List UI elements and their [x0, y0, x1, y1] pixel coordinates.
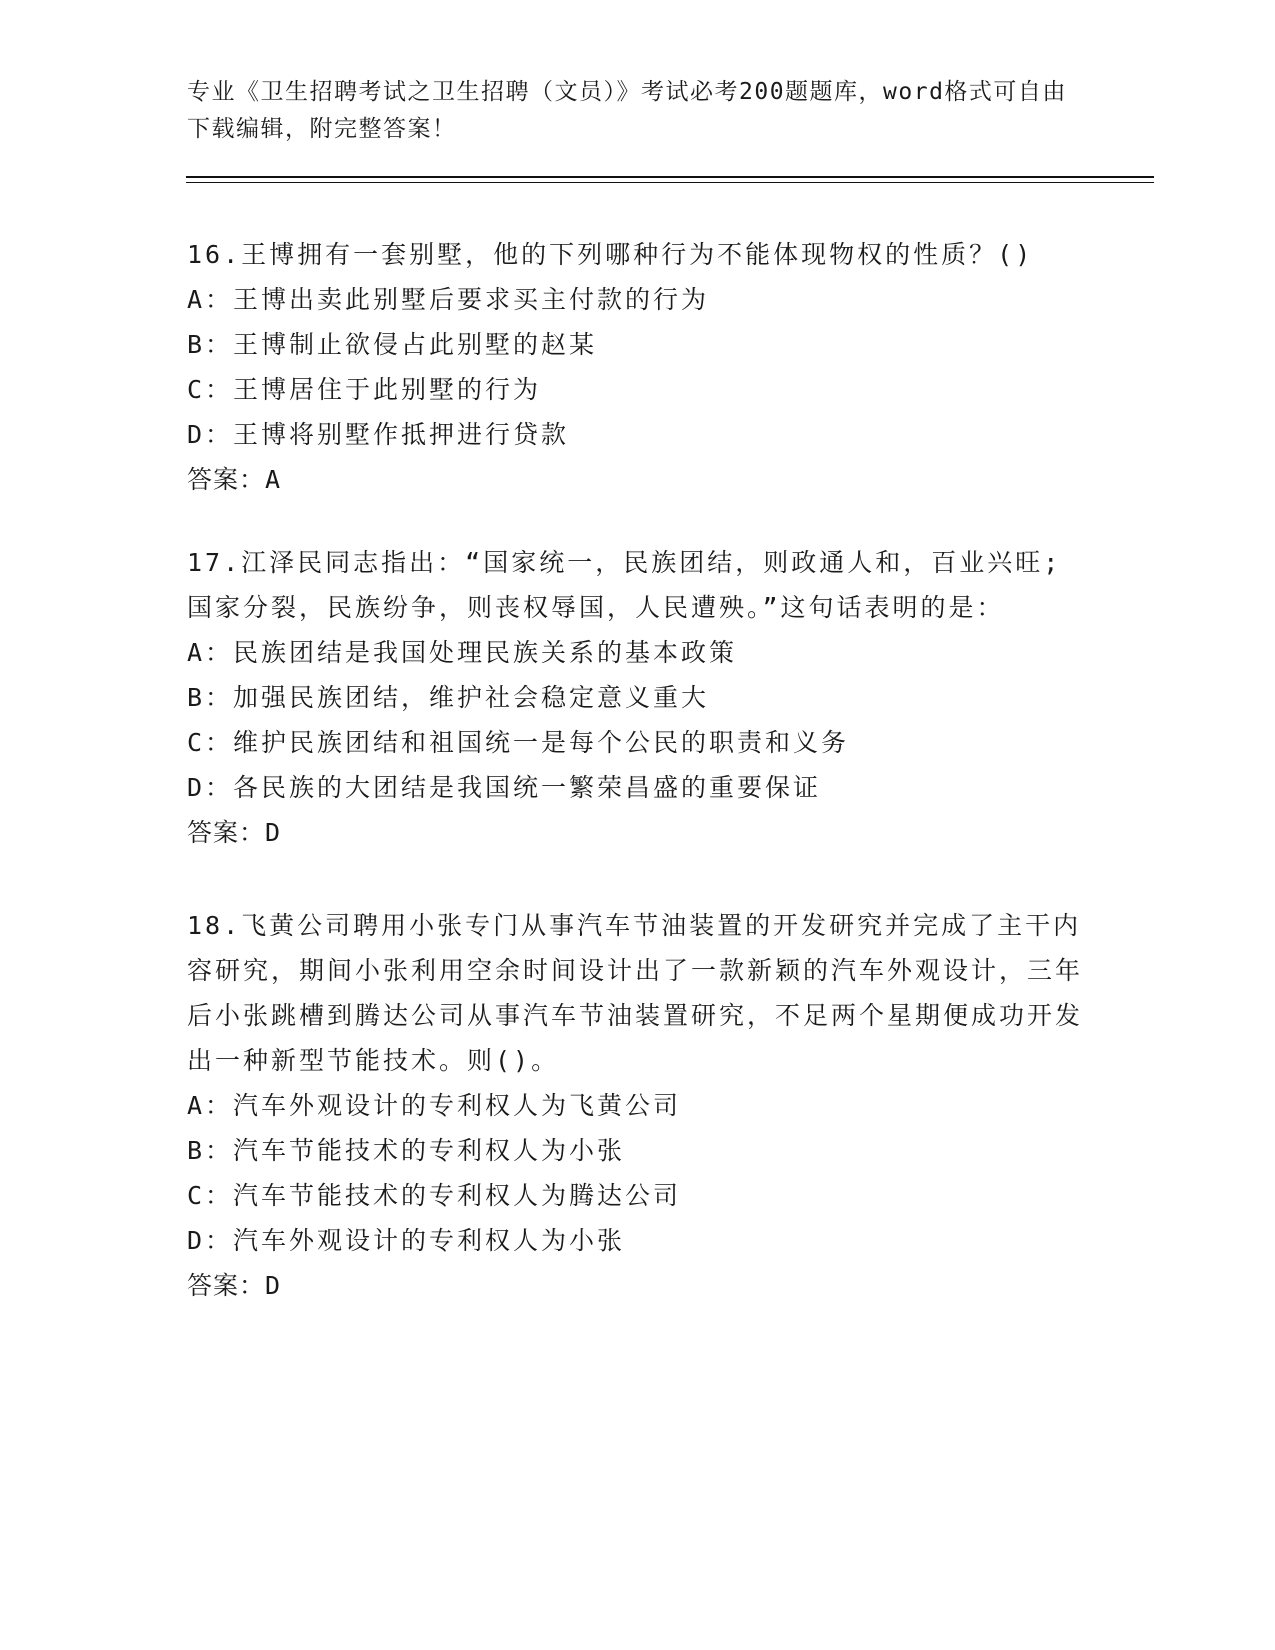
option-d: D：各民族的大团结是我国统一繁荣昌盛的重要保证	[187, 773, 822, 802]
answer-value: D	[265, 818, 282, 847]
question-block-18	[187, 903, 1087, 1308]
answer-label: 答案：	[187, 1271, 266, 1300]
option-c: C：维护民族团结和祖国统一是每个公民的职责和义务	[187, 728, 850, 757]
answer-line	[187, 1263, 1087, 1308]
question-stem: 17.江泽民同志指出：“国家统一，民族团结，则政通人和，百业兴旺;国家分裂，民族纷争，则丧权辱国，人民遭殃。”这句话表明的是：	[187, 548, 1062, 622]
answer-value: A	[265, 465, 282, 494]
answer-value: D	[265, 1271, 282, 1300]
header-divider-thin	[186, 182, 1154, 183]
answer-line	[187, 810, 1087, 855]
option-b: B：王博制止欲侵占此别墅的赵某	[187, 330, 598, 359]
option-b: B：加强民族团结，维护社会稳定意义重大	[187, 683, 710, 712]
option-d: D：汽车外观设计的专利权人为小张	[187, 1226, 626, 1255]
option-a: A：汽车外观设计的专利权人为飞黄公司	[187, 1091, 682, 1120]
answer-label: 答案：	[187, 818, 266, 847]
option-c: C：汽车节能技术的专利权人为腾达公司	[187, 1181, 682, 1210]
question-block-17	[187, 540, 1087, 855]
option-a: A：王博出卖此别墅后要求买主付款的行为	[187, 285, 710, 314]
answer-line	[187, 457, 1087, 502]
header-divider-thick	[186, 176, 1154, 178]
document-header-intro: 专业《卫生招聘考试之卫生招聘（文员）》考试必考200题题库，word格式可自由下载编辑，附完整答案！	[187, 79, 1067, 142]
option-a: A：民族团结是我国处理民族关系的基本政策	[187, 638, 738, 667]
question-block-16	[187, 232, 1087, 502]
option-b: B：汽车节能技术的专利权人为小张	[187, 1136, 626, 1165]
question-stem: 18.飞黄公司聘用小张专门从事汽车节油装置的开发研究并完成了主干内容研究，期间小张利用空余时间设计出了一款新颖的汽车外观设计，三年后小张跳槽到腾达公司从事汽车节油装置研究，不足两个星期便成功开发出一种新型节能技术。则()。	[187, 911, 1084, 1075]
option-c: C：王博居住于此别墅的行为	[187, 375, 542, 404]
question-stem: 16.王博拥有一套别墅，他的下列哪种行为不能体现物权的性质？()	[187, 240, 1034, 269]
option-d: D：王博将别墅作抵押进行贷款	[187, 420, 570, 449]
answer-label: 答案：	[187, 465, 266, 494]
